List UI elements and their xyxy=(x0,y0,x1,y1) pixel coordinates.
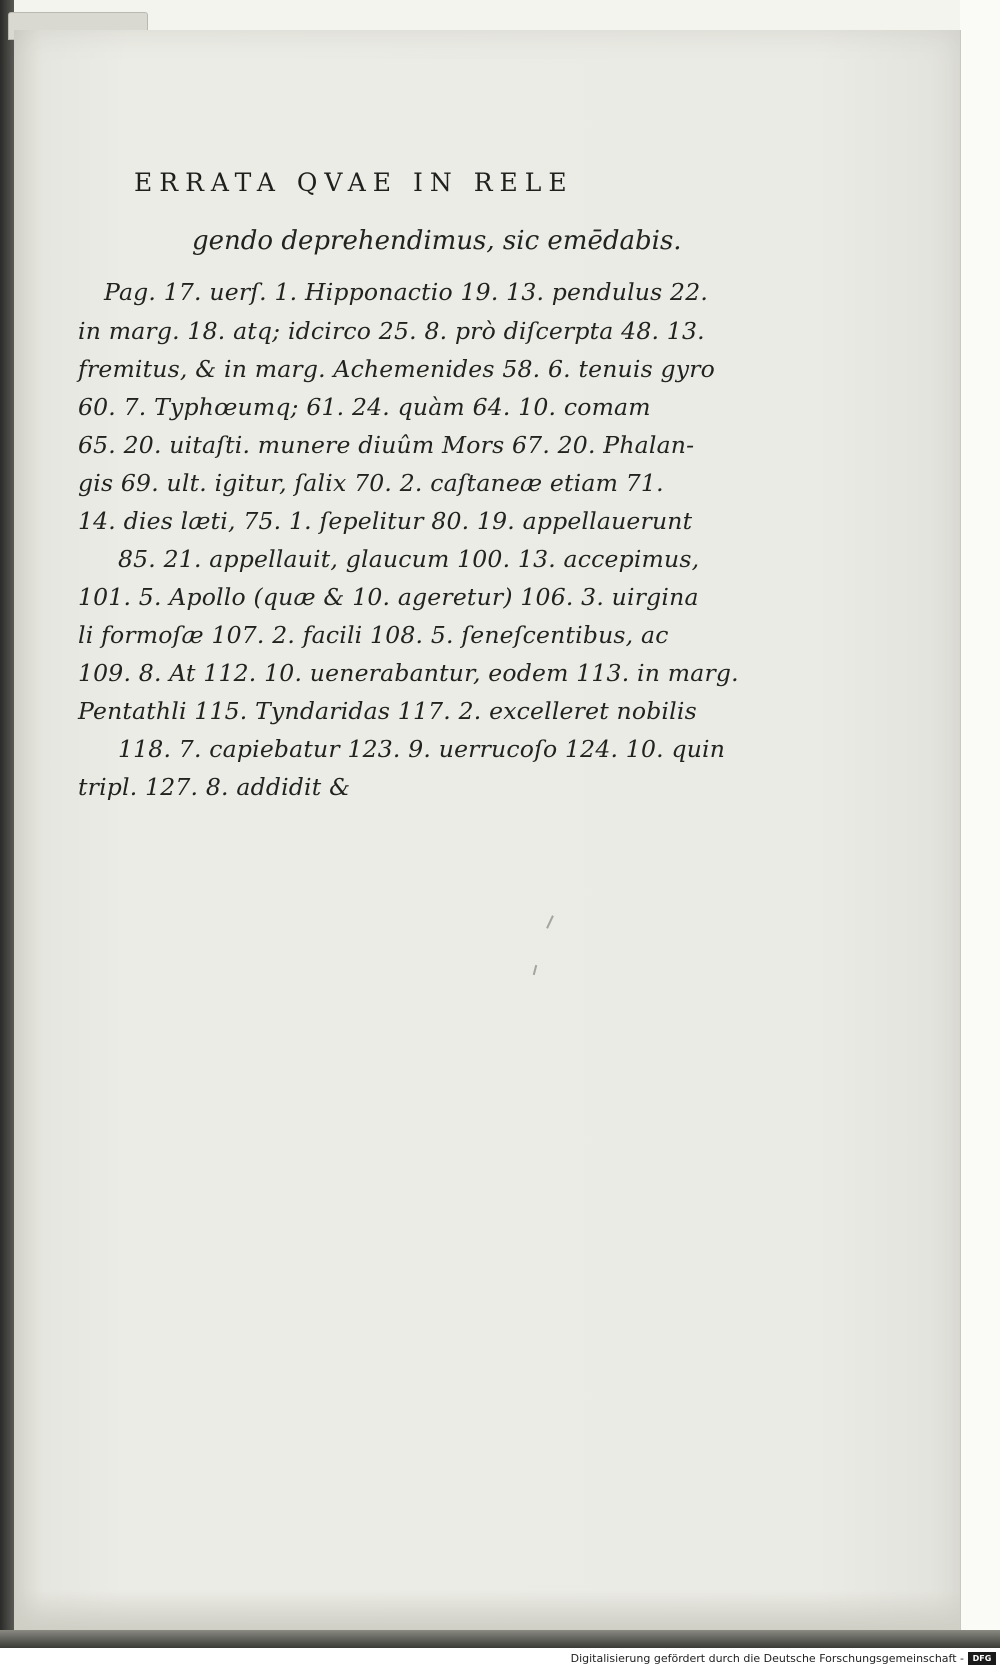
errata-line: Pentathli 115. Tyndaridas 117. 2. excelleret nobilis xyxy=(78,697,697,725)
funding-credit: Digitalisierung gefördert durch die Deutsche Forschungsgemeinschaft - xyxy=(570,1652,964,1665)
errata-line: 118. 7. capiebatur 123. 9. uerrucoſo 124. 10. quin xyxy=(118,735,726,763)
paper-blemish xyxy=(533,965,538,975)
errata-line: in marg. 18. atq; idcirco 25. 8. prò diſcerpta 48. 13. xyxy=(78,317,705,345)
dfg-logo: DFG xyxy=(968,1652,996,1665)
paper-leaf xyxy=(14,30,961,1630)
paper-shadow xyxy=(14,1590,960,1630)
backing-board-left xyxy=(0,0,14,1648)
errata-line: 85. 21. appellauit, glaucum 100. 13. accepimus, xyxy=(118,545,700,573)
errata-line: fremitus, & in marg. Achemenides 58. 6. tenuis gyro xyxy=(78,355,716,383)
errata-line: 101. 5. Apollo (quæ & 10. ageretur) 106. 3. uirgina xyxy=(78,583,699,611)
errata-line: li formoſæ 107. 2. facili 108. 5. ſeneſcentibus, ac xyxy=(78,621,669,649)
errata-line: 60. 7. Typhœumq; 61. 24. quàm 64. 10. comam xyxy=(78,393,651,421)
errata-heading: ERRATA QVAE IN RELE xyxy=(134,168,574,197)
scan-margin-right xyxy=(960,0,1000,1648)
errata-line: tripl. 127. 8. addidit & xyxy=(78,773,351,801)
errata-line: 65. 20. uitaſti. munere diuûm Mors 67. 20. Phalan- xyxy=(78,431,695,459)
errata-line: gis 69. ult. igitur, ſalix 70. 2. caſtaneæ etiam 71. xyxy=(78,469,664,497)
footer-bar xyxy=(0,1648,1000,1670)
backing-board-bottom xyxy=(0,1630,1000,1648)
errata-line: 14. dies læti, 75. 1. ſepelitur 80. 19. appellauerunt xyxy=(78,507,693,535)
errata-line: 109. 8. At 112. 10. uenerabantur, eodem 113. in marg. xyxy=(78,659,739,687)
errata-list xyxy=(14,30,960,930)
errata-line: Pag. 17. uerſ. 1. Hipponactio 19. 13. pendulus 22. xyxy=(104,278,709,306)
errata-subheading: gendo deprehendimus, sic emēdabis. xyxy=(192,226,682,256)
